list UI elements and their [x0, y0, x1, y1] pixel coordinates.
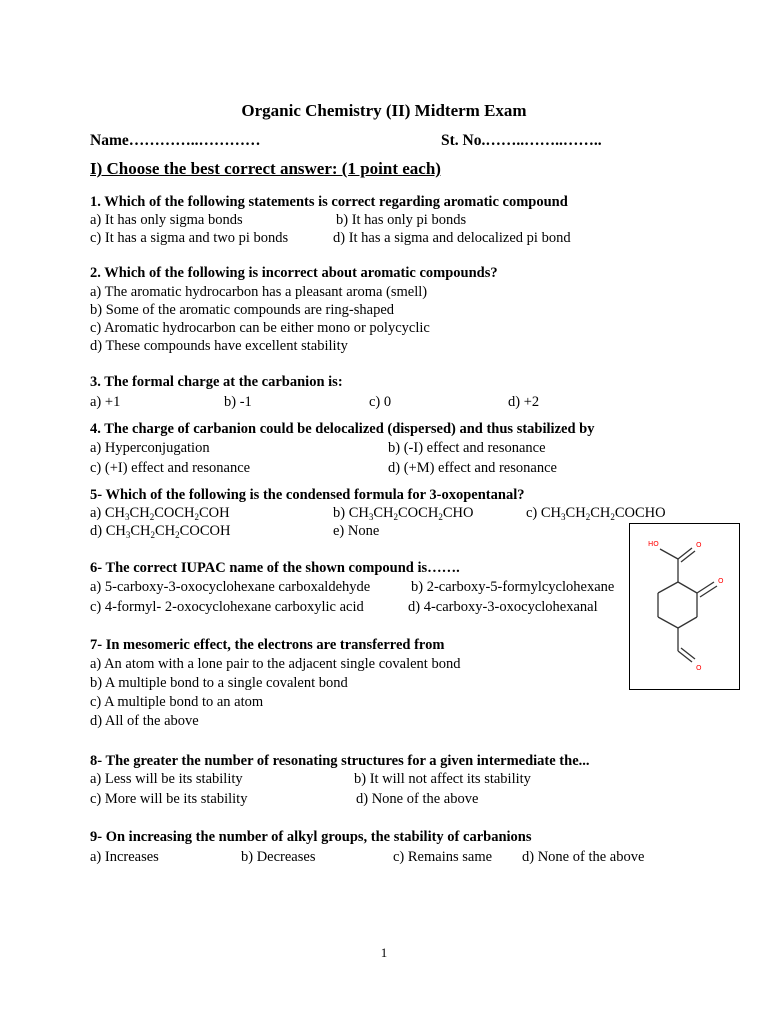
- option-1c: c) It has a sigma and two pi bonds: [90, 230, 289, 246]
- question-3: 3. The formal charge at the carbanion is:: [90, 374, 343, 390]
- aldehyde-oxygen-label: O: [696, 664, 702, 672]
- option-4a: a) Hyperconjugation: [90, 440, 210, 456]
- option-6b: b) 2-carboxy-5-formylcyclohexane: [411, 579, 615, 595]
- option-9d: d) None of the above: [522, 849, 645, 865]
- option-9b: b) Decreases: [241, 849, 316, 865]
- option-3b: b) -1: [224, 394, 252, 410]
- carboxyl-oxygen-label: O: [696, 541, 702, 549]
- option-7b: b) A multiple bond to a single covalent bond: [90, 675, 348, 691]
- option-8b: b) It will not affect its stability: [354, 771, 531, 787]
- option-7d: d) All of the above: [90, 713, 199, 729]
- option-6d: d) 4-carboxy-3-oxocyclohexanal: [408, 599, 598, 615]
- option-1d: d) It has a sigma and delocalized pi bond: [333, 230, 571, 246]
- option-3a: a) +1: [90, 394, 121, 410]
- option-8a: a) Less will be its stability: [90, 771, 243, 787]
- option-7a: a) An atom with a lone pair to the adjacent single covalent bond: [90, 656, 461, 672]
- option-8c: c) More will be its stability: [90, 791, 248, 807]
- hydroxyl-label: HO: [648, 540, 659, 548]
- option-9a: a) Increases: [90, 849, 159, 865]
- option-8d: d) None of the above: [356, 791, 479, 807]
- option-4c: c) (+I) effect and resonance: [90, 460, 251, 476]
- option-2c: c) Aromatic hydrocarbon can be either mono or polycyclic: [90, 320, 430, 336]
- option-3d: d) +2: [508, 394, 540, 410]
- question-9: 9- On increasing the number of alkyl groups, the stability of carbanions: [90, 829, 532, 845]
- question-5: 5- Which of the following is the condensed formula for 3-oxopentanal?: [90, 487, 525, 503]
- option-5d: d) $CH_3CH_2CH_2COCOH$: [90, 523, 231, 540]
- option-1b: b) It has only pi bonds: [336, 212, 467, 228]
- page-number: 1: [380, 945, 388, 960]
- option-6c: c) 4-formyl- 2-oxocyclohexane carboxylic acid: [90, 599, 364, 615]
- question-2: 2. Which of the following is incorrect about aromatic compounds?: [90, 265, 498, 281]
- ketone-oxygen-label: O: [718, 577, 724, 585]
- option-6a: a) 5-carboxy-3-oxocyclohexane carboxaldehyde: [90, 579, 371, 595]
- option-5a: a) $CH_3CH_2COCH_2COH$: [90, 505, 230, 522]
- question-8: 8- The greater the number of resonating structures for a given intermediate the...: [90, 753, 590, 769]
- option-2b: b) Some of the aromatic compounds are ring-shaped: [90, 302, 395, 318]
- question-4: 4. The charge of carbanion could be delocalized (dispersed) and thus stabilized by: [90, 421, 595, 437]
- cyclohexane-structure-drawing: [630, 524, 739, 689]
- option-2a: a) The aromatic hydrocarbon has a pleasant aroma (smell): [90, 284, 428, 300]
- option-3c: c) 0: [369, 394, 392, 410]
- option-2d: d) These compounds have excellent stability: [90, 338, 348, 354]
- option-7c: c) A multiple bond to an atom: [90, 694, 264, 710]
- question-7: 7- In mesomeric effect, the electrons are transferred from: [90, 637, 445, 653]
- exam-title: Organic Chemistry (II) Midterm Exam: [241, 101, 527, 120]
- question-6: 6- The correct IUPAC name of the shown compound is…….: [90, 560, 460, 576]
- question-1: 1. Which of the following statements is correct regarding aromatic compound: [90, 194, 568, 210]
- section-heading: I) Choose the best correct answer: (1 point each): [90, 159, 441, 178]
- option-4b: b) (-I) effect and resonance: [388, 440, 546, 456]
- name-field-label: Name…………..…………: [90, 132, 261, 149]
- compound-structure-figure: [629, 523, 740, 690]
- option-5c: c) $CH_3CH_2CH_2COCHO$: [526, 505, 666, 522]
- option-9c: c) Remains same: [393, 849, 493, 865]
- option-5b: b) $CH_3CH_2COCH_2CHO$: [333, 505, 474, 522]
- student-number-label: St. No.……..……..……..: [441, 132, 602, 149]
- option-1a: a) It has only sigma bonds: [90, 212, 243, 228]
- option-5e: e) None: [333, 523, 380, 539]
- option-4d: d) (+M) effect and resonance: [388, 460, 557, 476]
